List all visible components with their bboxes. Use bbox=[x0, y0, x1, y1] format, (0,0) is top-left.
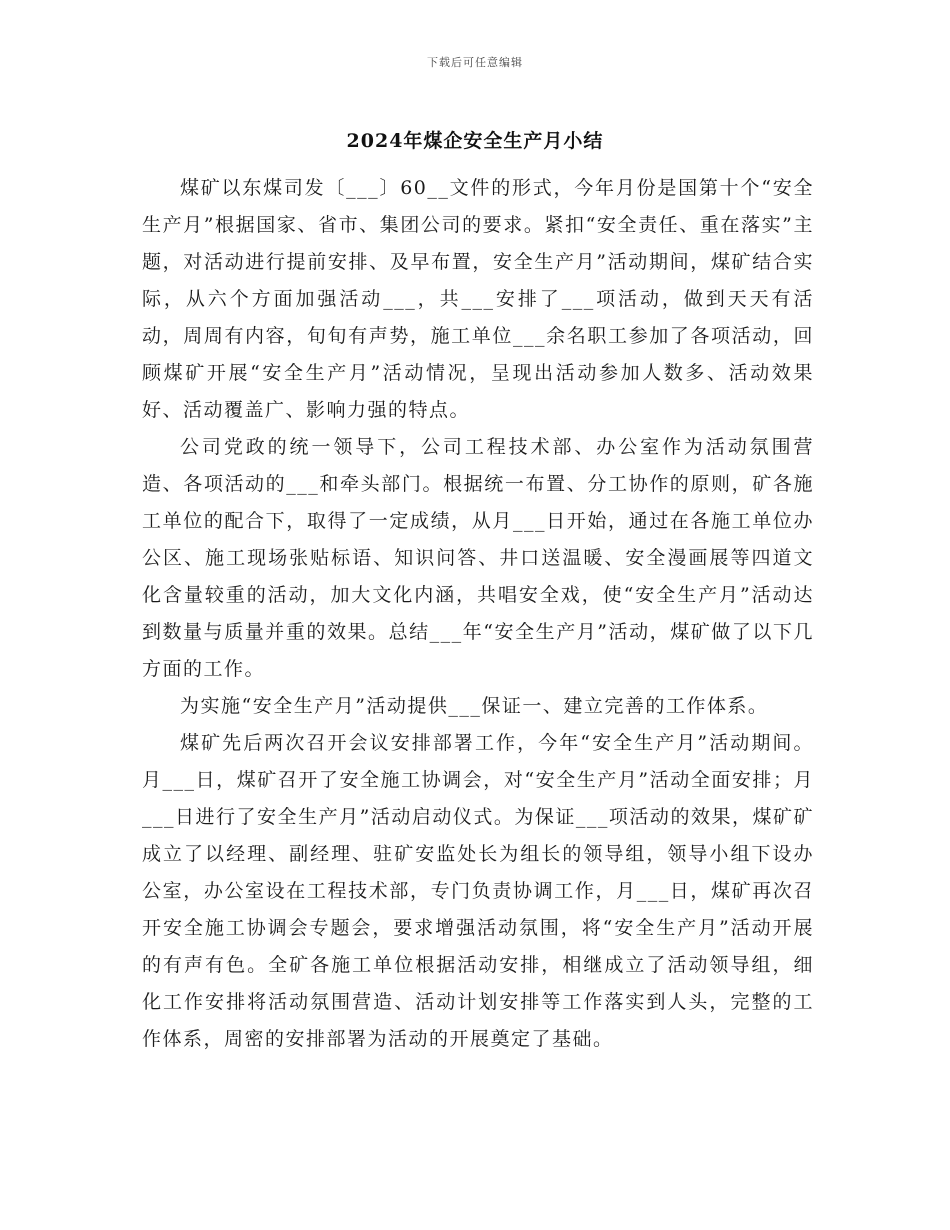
paragraph-1: 煤矿以东煤司发〔___〕60__文件的形式，今年月份是国第十个“安全生产月”根据国家、省市、集团公司的要求。紧扣“安全责任、重在落实”主题，对活动进行提前安排、及早布置，安全生产月”活动期间，煤矿结合实际，从六个方面加强活动___，共___安排了___项活动，做到天天有活动，周周有内容，旬旬有声势，施工单位___余名职工参加了各项活动，回顾煤矿开展“安全生产月”活动情况，呈现出活动参加人数多、活动效果好、活动覆盖广、影响力强的特点。 bbox=[142, 177, 814, 421]
paragraph-3: 为实施“安全生产月”活动提供___保证一、建立完善的工作体系。 bbox=[180, 695, 769, 717]
document-title: 2024年煤企安全生产月小结 bbox=[346, 130, 604, 152]
paragraph-4: 煤矿先后两次召开会议安排部署工作，今年“安全生产月”活动期间。月___日，煤矿召开了安全施工协调会，对“安全生产月”活动全面安排；月___日进行了安全生产月”活动启动仪式。为保证___项活动的效果，煤矿矿成立了以经理、副经理、驻矿安监处长为组长的领导组，领导小组下设办公室，办公室设在工程技术部，专门负责协调工作，月___日，煤矿再次召开安全施工协调会专题会，要求增强活动氛围，将“安全生产月”活动开展的有声有色。全矿各施工单位根据活动安排，相继成立了活动领导组，细化工作安排将活动氛围营造、活动计划安排等工作落实到人头，完整的工作体系，周密的安排部署为活动的开展奠定了基础。 bbox=[142, 732, 814, 1050]
header-note: 下载后可任意编辑 bbox=[427, 56, 523, 69]
document-body bbox=[142, 170, 814, 1058]
paragraph-2: 公司党政的统一领导下，公司工程技术部、办公室作为活动氛围营造、各项活动的___和牵头部门。根据统一布置、分工协作的原则，矿各施工单位的配合下，取得了一定成绩，从月___日开始，通过在各施工单位办公区、施工现场张贴标语、知识问答、井口送温暖、安全漫画展等四道文化含量较重的活动，加大文化内涵，共唱安全戏，使“安全生产月”活动达到数量与质量并重的效果。总结___年“安全生产月”活动，煤矿做了以下几方面的工作。 bbox=[142, 436, 814, 680]
